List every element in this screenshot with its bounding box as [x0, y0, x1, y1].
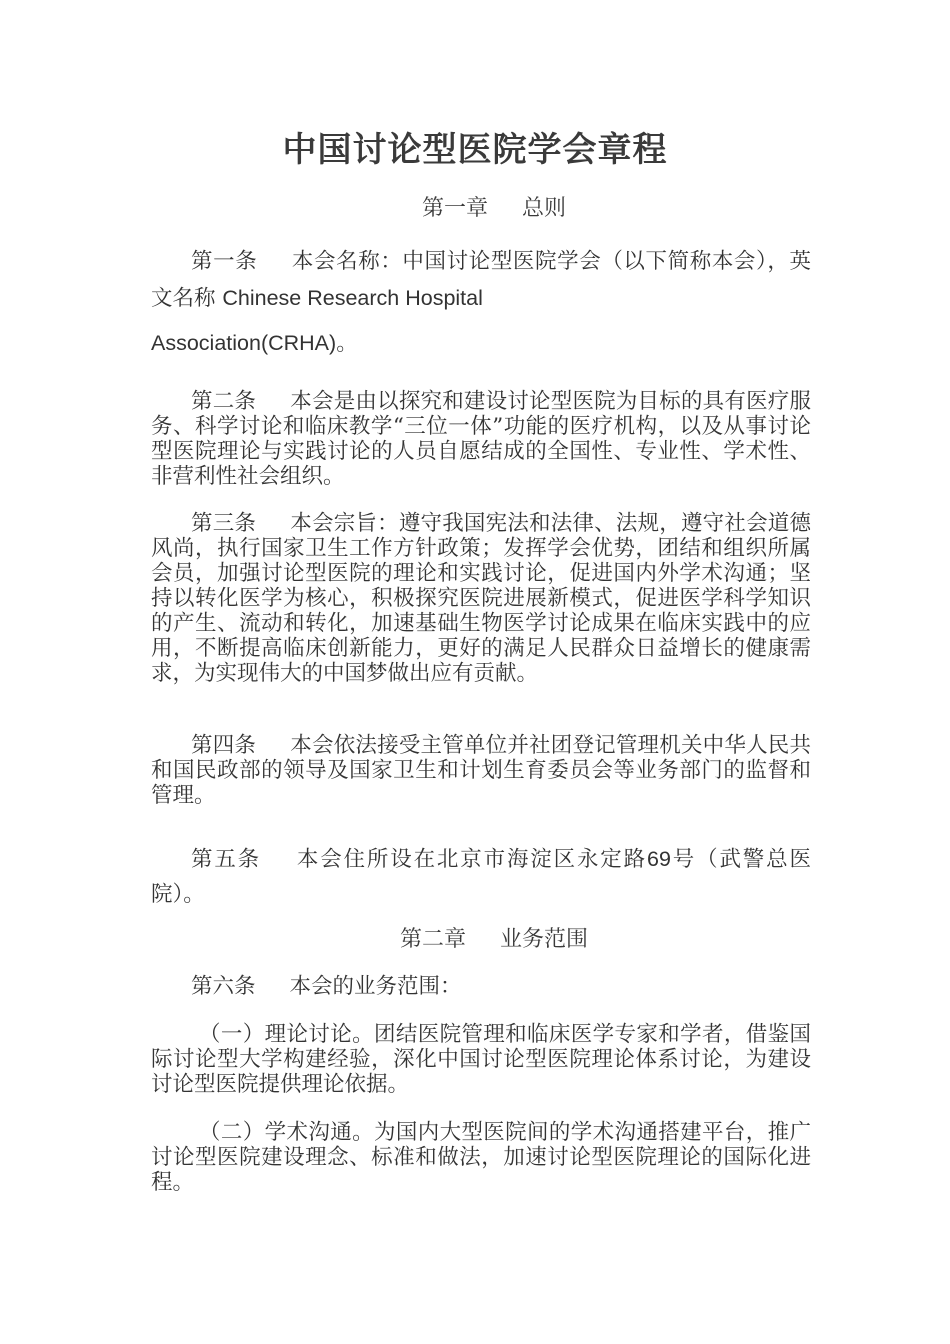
- scope-item-2-text: （二）学术沟通。为国内大型医院间的学术沟通搭建平台，推广讨论型医院建设理念、标准和做法，加速讨论型医院理论的国际化进程。: [151, 1120, 811, 1195]
- article-1-label: 第一条: [191, 249, 258, 274]
- chapter-1-name: 总则: [522, 196, 567, 221]
- article-4-text: 本会依法接受主管单位并社团登记管理机关中华人民共和国民政部的领导及国家卫生和计划生育委员会等业务部门的监督和管理。: [151, 733, 811, 808]
- article-6: [151, 974, 811, 999]
- chapter-heading-1: [19, 194, 950, 224]
- article-3-text: 本会宗旨：遵守我国宪法和法律、法规，遵守社会道德风尚，执行国家卫生工作方针政策；发挥学会优势，团结和组织所属会员，加强讨论型医院的理论和实践讨论，促进国内外学术沟通；坚持以转化医学为核心，积极探究医院进展新模式，促进医学科学知识的产生、流动和转化，加速基础生物医学讨论成果在临床实践中的应用，不断提高临床创新能力，更好的满足人民群众日益增长的健康需求，为实现伟大的中国梦做出应有贡献。: [151, 511, 811, 686]
- article-1-text: 本会名称：中国讨论型医院学会（以下简称本会），英文名称: [151, 249, 811, 311]
- article-6-text: 本会的业务范围：: [289, 974, 462, 999]
- article-1: [151, 243, 811, 317]
- article-6-label: 第六条: [191, 974, 256, 999]
- article-3-label: 第三条: [191, 511, 257, 536]
- article-1-english-name-cont: Association(CRHA): [151, 331, 337, 355]
- article-5-number: 69: [647, 847, 671, 871]
- article-5-text-before: 本会住所设在北京市海淀区永定路: [295, 847, 647, 872]
- article-3: [151, 511, 811, 686]
- chapter-heading-2: [19, 925, 950, 955]
- document-title: 中国讨论型医院学会章程: [282, 130, 668, 170]
- article-5-text-after: 号（武警总医院）。: [151, 847, 811, 907]
- scope-item-2: [151, 1120, 811, 1195]
- article-2: [151, 389, 811, 489]
- article-1-english-name: Chinese Research Hospital: [222, 286, 483, 310]
- chapter-2-label: 第二章: [399, 927, 466, 952]
- scope-item-1-text: （一）理论讨论。团结医院管理和临床医学专家和学者，借鉴国际讨论型大学构建经验，深化中国讨论型医院理论体系讨论，为建设讨论型医院提供理论依据。: [151, 1022, 811, 1097]
- article-1-end: 。: [336, 331, 358, 356]
- article-4-label: 第四条: [191, 733, 257, 758]
- chapter-2-name: 业务范围: [500, 927, 589, 952]
- scope-item-1: [151, 1022, 811, 1097]
- article-2-text: 本会是由以探究和建设讨论型医院为目标的具有医疗服务、科学讨论和临床教学“三位一体”功能的医疗机构，以及从事讨论型医院理论与实践讨论的人员自愿结成的全国性、专业性、学术性、非营利性社会组织。: [151, 389, 811, 489]
- article-4: [151, 733, 811, 808]
- article-1-continuation: [151, 328, 358, 359]
- article-5: [151, 842, 811, 912]
- article-5-label: 第五条: [191, 847, 262, 872]
- article-2-label: 第二条: [191, 389, 257, 414]
- chapter-1-label: 第一章: [421, 196, 488, 221]
